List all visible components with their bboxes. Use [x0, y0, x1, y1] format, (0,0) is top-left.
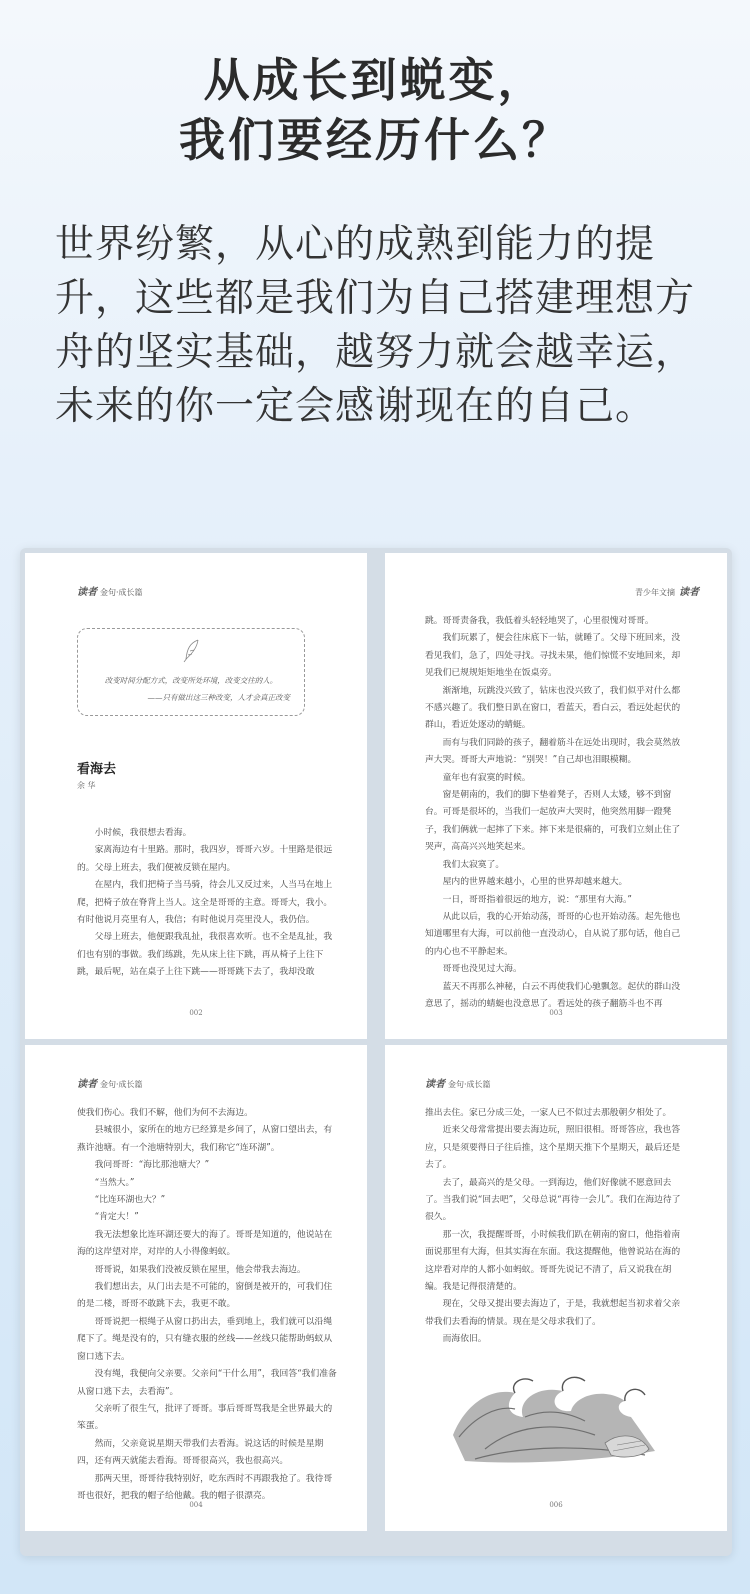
paragraph: 家离海边有十里路。那时，我四岁，哥哥六岁。十里路是很远的。父母上班去，我们便被反锁在屋内。: [77, 845, 333, 873]
headline: [0, 50, 750, 170]
headline-line-1: 从成长到蜕变，: [203, 53, 547, 107]
paragraph: 蓝天不再那么神秘，白云不再使我们心驰飘忽。起伏的群山没意思了，摇动的蜻蜓也没意思了。看远处的孩子翻筋斗也不再: [425, 981, 681, 1009]
paragraph: 跳。哥哥责备我，我低着头轻轻地哭了，心里很愧对哥哥。: [425, 616, 654, 626]
page-body: [425, 1105, 687, 1349]
book-page-002: [25, 553, 367, 1039]
paragraph: “比连环湖也大？”: [94, 1195, 166, 1206]
article-author: 余 华: [77, 781, 96, 790]
paragraph: 小时候，我很想去看海。: [94, 828, 192, 838]
paragraph: 我们玩累了，便会往床底下一钻，就睡了。父母下班回来，没看见我们，急了，四处寻找。寻找未果，他们惊慌不安地回来，却见我们已规规矩矩地坐在饭桌旁。: [425, 633, 681, 679]
series-title: 金句·成长篇: [100, 588, 143, 597]
paragraph: 一日，哥哥指着很远的地方，说：“那里有大海。”: [442, 894, 632, 905]
paragraph: 我问哥哥：“海比那池塘大？”: [94, 1160, 210, 1171]
page-number: 004: [189, 1501, 203, 1509]
series-title: 青少年文摘: [635, 588, 675, 597]
quote-text: 改变时间分配方式，改变所处环境，改变交往的人。: [104, 676, 278, 685]
book-spread: [20, 548, 732, 1556]
page-number: 003: [549, 1009, 563, 1017]
paragraph: 哥哥也没见过大海。: [442, 964, 522, 975]
paragraph: 然而，父亲竟说星期天带我们去看海。说这话的时候是星期四，还有两天就能去看海。哥哥很高兴，我也很高兴。: [77, 1438, 324, 1467]
page-header: [77, 583, 143, 598]
paragraph: 在屋内，我们把椅子当马骑，待会儿又反过来，人当马在地上爬，把椅子放在脊背上当人。这全是哥哥的主意。哥哥大，我小。有时他说月亮里有人，我信；有时他说月亮里没人，我仍信。: [77, 880, 333, 926]
paragraph: 哥哥说把一根绳子从窗口扔出去，垂到地上，我们就可以沿绳爬下了。绳是没有的，只有缝衣服的丝线——丝线只能帮助蚂蚁从窗口逃下去。: [77, 1316, 333, 1362]
ocean-wave-illustration: [445, 1365, 675, 1473]
book-page-004: [25, 1045, 367, 1531]
paragraph: 我们想出去，从门出去是不可能的，窗倒是被开的，可我们住的是二楼，哥哥不敢跳下去，我更不敢。: [77, 1282, 333, 1310]
intro-paragraph: 世界纷繁，从心的成熟到能力的提升，这些都是我们为自己搭建理想方舟的坚实基础，越努力就会越幸运，未来的你一定会感谢现在的自己。: [55, 222, 696, 429]
page-header: [635, 583, 699, 598]
series-title: 金句·成长篇: [100, 1080, 143, 1089]
paragraph: 屋内的世界越来越小，心里的世界却越来越大。: [442, 877, 628, 888]
paragraph: 哥哥说，如果我们没被反锁在屋里，他会带我去海边。: [94, 1264, 306, 1275]
page-number: 006: [549, 1501, 563, 1509]
paragraph: 去了，最高兴的是父母。一到海边，他们好像就不愿意回去了。当我们说“回去吧”，父母总说“再待一会儿”。我们在海边待了很久。: [425, 1177, 681, 1223]
paragraph: 没有绳，我便向父亲要。父亲问“干什么用”，我回答“我们准备从窗口逃下去，去看海”。: [77, 1369, 337, 1397]
paragraph: 我无法想象比连环湖还要大的海了。哥哥是知道的，他说站在海的这岸望对岸，对岸的人小得像蚂蚁。: [77, 1229, 333, 1258]
page-number: 002: [189, 1009, 203, 1017]
quote-attribution: ——只有做出这三种改变，人才会真正改变: [147, 693, 290, 702]
paragraph: 那一次，我提醒哥哥，小时候我们趴在朝南的窗口，他指着南面说那里有大海，但其实海在东面。我这提醒他，他曾说站在海的这岸看对岸的人都小如蚂蚁。哥哥先说记不清了，后又说我在胡编。我是记得很清楚的。: [425, 1229, 681, 1293]
paragraph: “当然大。”: [94, 1177, 135, 1188]
page-body: [425, 613, 687, 1013]
book-page-006: [385, 1045, 727, 1531]
headline-line-2: 我们要经历什么？: [179, 113, 571, 167]
paragraph: 那两天里，哥哥待我特别好，吃东西时不再跟我抢了。我待哥哥也很好，把我的帽子给他戴。我的帽子很漂亮。: [77, 1473, 333, 1501]
book-page-003: [385, 553, 727, 1039]
feather-pen-icon: [182, 639, 202, 663]
paragraph: 窗是朝南的，我们的脚下垫着凳子，否则人太矮，够不到窗台。可哥是很坏的，当我们一起放声大哭时，他突然用脚一蹬凳子，我们俩就一起摔了下来。摔下来是很痛的，可我们立刻止住了哭声，高高兴兴地笑起来。: [425, 790, 681, 853]
series-title: 金句·成长篇: [448, 1080, 491, 1089]
article-title: 看海去: [77, 762, 117, 777]
brand-logo: 读者: [679, 587, 699, 598]
paragraph: 推出去住。家已分成三处，一家人已不似过去那般朝夕相处了。: [425, 1108, 672, 1118]
brand-logo: 读者: [77, 1079, 97, 1090]
paragraph: 而有与我们同龄的孩子，翻着筋斗在远处出现时，我会莫然放声大哭。哥哥大声地说：“别哭！”自己却也泪眼模糊。: [425, 737, 681, 766]
paragraph: 从此以后，我的心开始动荡，哥哥的心也开始动荡。起先他也知道哪里有大海，可以前他一直没动心，自从说了那句话，他自己的内心也不平静起来。: [425, 911, 681, 957]
paragraph: 渐渐地，玩跳没兴致了，钻床也没兴致了，我们似乎对什么都不感兴趣了。我们整日趴在窗口，看蓝天，看白云，看远处起伏的群山，看近处逐动的蜻蜓。: [425, 685, 681, 731]
brand-logo: 读者: [77, 587, 97, 598]
paragraph: 父母上班去，他便跟我乱扯，我很喜欢听。也不全是乱扯，我们也有别的事做。我们练跳，先从床上往下跳，再从椅子上往下跳，最后呢，站在桌子上往下跳——哥哥跳下去了，我却没敢: [77, 932, 333, 978]
page-body: [77, 1105, 337, 1505]
page-header: [425, 1075, 491, 1090]
paragraph: “肯定大！”: [94, 1212, 139, 1223]
quote-card: [77, 628, 305, 716]
paragraph: 父亲听了很生气，批评了哥哥。事后哥哥骂我是全世界最大的笨蛋。: [77, 1403, 333, 1432]
page-body: [77, 825, 337, 982]
paragraph: 近来父母常常提出要去海边玩，照旧很相。哥哥答应，我也答应，只是须要得日子往后推，这个星期天推下个星期天，最后还是去了。: [425, 1125, 681, 1171]
page-header: [77, 1075, 143, 1090]
paragraph: 我们太寂寞了。: [442, 859, 505, 870]
paragraph: 县城很小，家所在的地方已经算是乡间了，从窗口望出去，有燕许池塘。有一个池塘特别大，我们称它“连环湖”。: [77, 1125, 333, 1153]
paragraph: 而海依旧。: [442, 1334, 487, 1345]
paragraph: 童年也有寂寞的时候。: [442, 772, 531, 783]
paragraph: 现在，父母又提出要去海边了，于是，我就想起当初求着父亲带我们去看海的情景。现在是父母求我们了。: [425, 1299, 681, 1327]
brand-logo: 读者: [425, 1079, 445, 1090]
paragraph: 使我们伤心。我们不解，他们为何不去海边。: [77, 1108, 253, 1118]
